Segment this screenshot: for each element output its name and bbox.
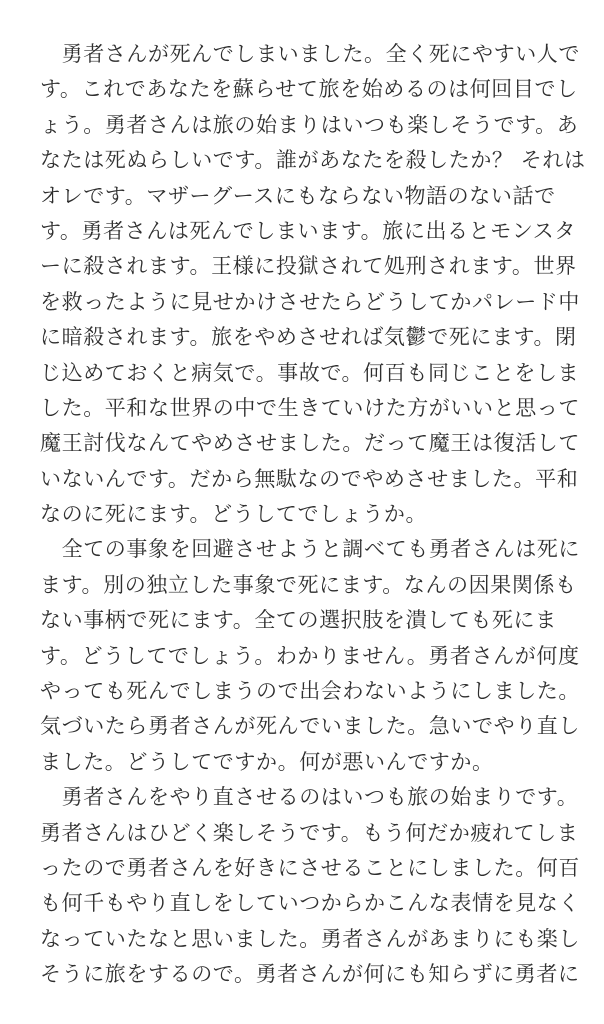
story-line: ます。別の独立した事象で死にます。なんの因果関係も — [40, 572, 577, 597]
story-line: いないんです。だから無駄なのでやめさせました。平和 — [40, 466, 579, 491]
story-line: そうに旅をするので。勇者さんが何にも知らずに勇者に — [40, 962, 580, 987]
story-text — [40, 37, 586, 993]
story-line: ない事柄で死にます。全ての選択肢を潰しても死にま — [40, 608, 557, 633]
story-line: なのに死にます。どうしてでしょうか。 — [40, 502, 428, 527]
story-line: を救ったように見せかけさせたらどうしてかパレード中 — [40, 289, 580, 314]
story-line: 勇者さんが死んでしまいました。全く死にやすい人で — [40, 42, 580, 66]
story-line: 全ての事象を回避させようと調べても勇者さんは死に — [40, 537, 580, 562]
story-line: 魔王討伐なんてやめさせました。だって魔王は復活して — [40, 431, 580, 456]
story-line: も何千もやり直しをしていつからかこんな表情を見なく — [40, 891, 580, 916]
story-line: に暗殺されます。旅をやめさせれば気鬱で死にます。閉 — [40, 325, 577, 350]
story-line: 勇者さんはひどく楽しそうです。もう何だか疲れてしま — [40, 820, 579, 845]
story-line: 勇者さんをやり直させるのはいつも旅の始まりです。 — [40, 785, 579, 810]
story-line: ました。どうしてですか。何が悪いんですか。 — [40, 749, 494, 774]
story-line: じ込めておくと病気で。事故で。何百も同じことをしま — [40, 360, 580, 385]
story-line: した。平和な世界の中で生きていけた方がいいと思って — [40, 395, 580, 420]
story-line: ーに殺されます。王様に投獄されて処刑されます。世界 — [40, 254, 577, 279]
story-line: なたは死ぬらしいです。誰があなたを殺したか？ それは — [40, 148, 586, 173]
story-line: す。これであなたを蘇らせて旅を始めるのは何回目でし — [40, 77, 578, 102]
story-line: やっても死んでしまうので出会わないようにしました。 — [40, 679, 580, 704]
story-line: オレです。マザーグースにもならない物語のない話で — [40, 183, 556, 208]
story-line: す。どうしてでしょう。わかりません。勇者さんが何度 — [40, 643, 580, 668]
story-line: 気づいたら勇者さんが死んでいました。急いでやり直し — [40, 714, 580, 739]
story-line: ょう。勇者さんは旅の始まりはいつも楽しそうです。あ — [40, 112, 579, 137]
story-line: ったので勇者さんを好きにさせることにしました。何百 — [40, 855, 580, 880]
story-line: なっていたなと思いました。勇者さんがあまりにも楽し — [40, 926, 580, 951]
story-line: す。勇者さんは死んでしまいます。旅に出るとモンスタ — [40, 218, 577, 243]
